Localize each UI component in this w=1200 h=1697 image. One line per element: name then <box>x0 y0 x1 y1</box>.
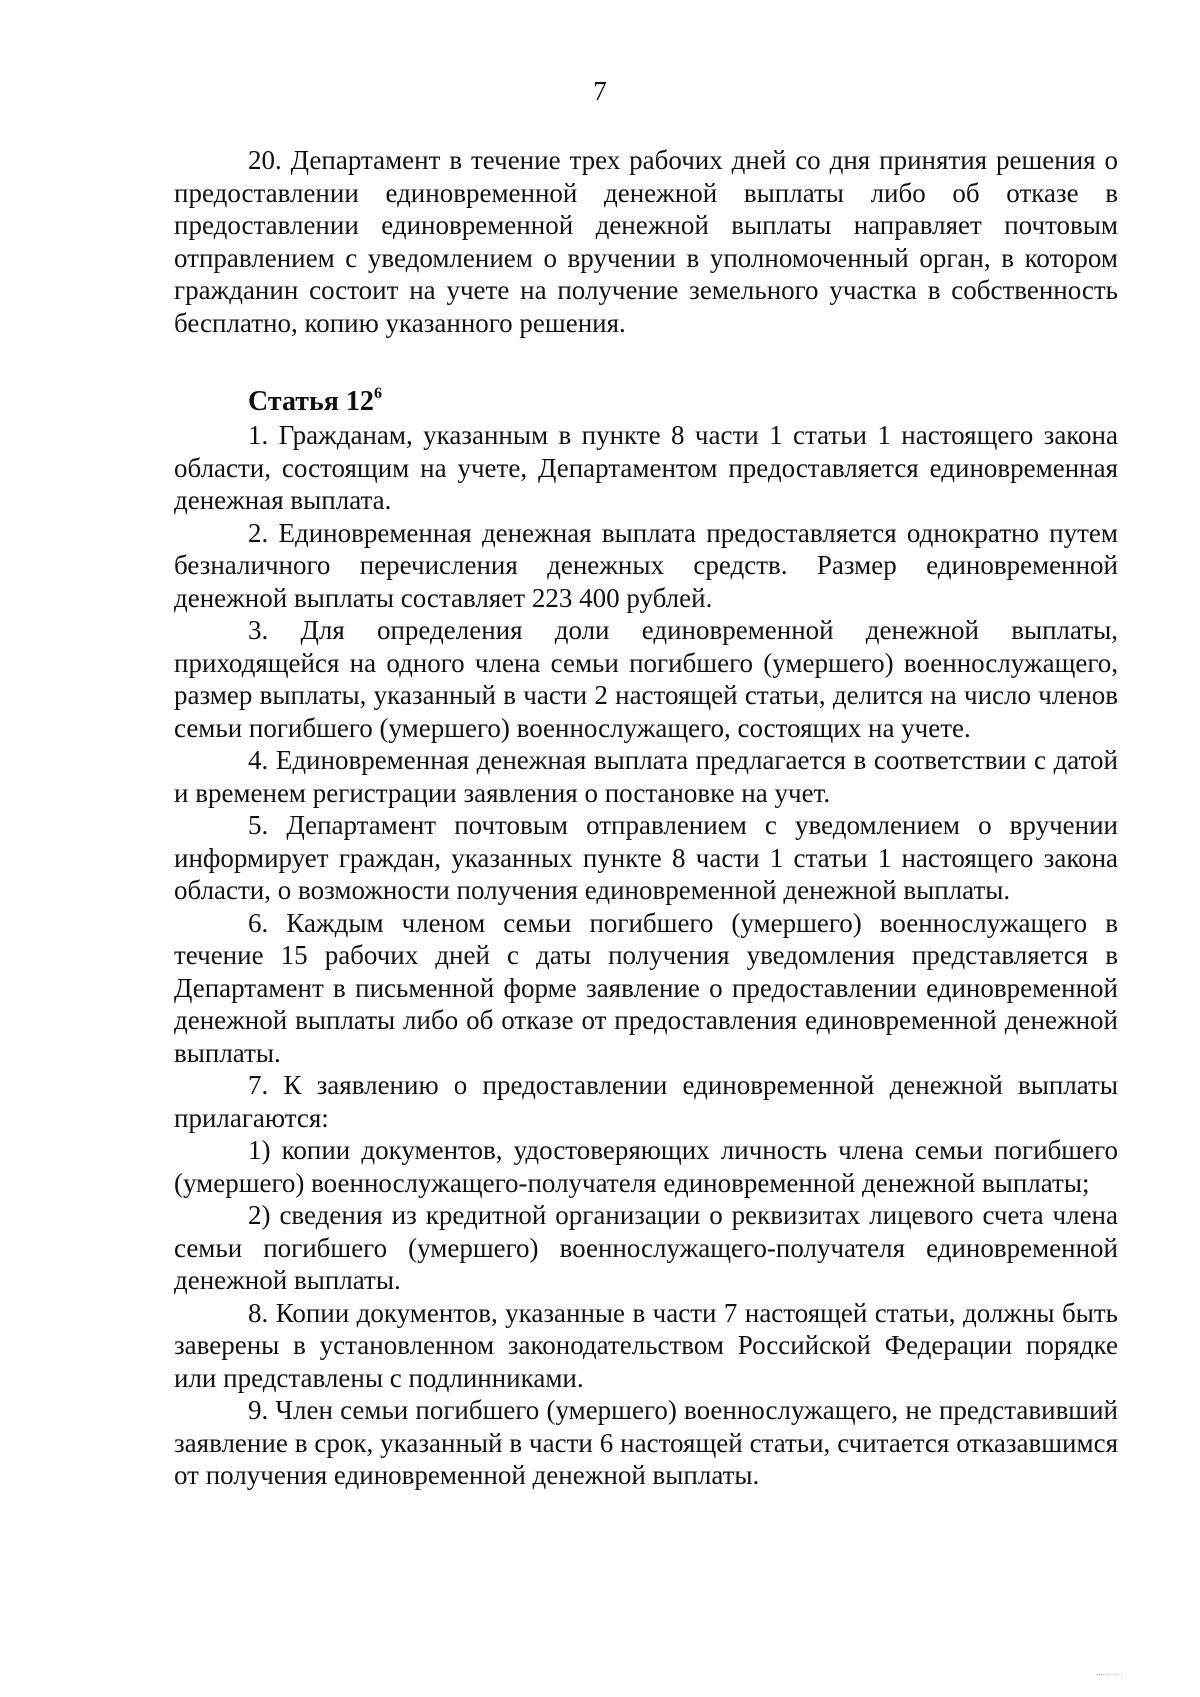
article-paragraph-5: 5. Департамент почтовым отправлением с уведомлением о вручении информирует граждан, указанных пункте 8 части 1 статьи 1 настоящего закона области, о возможности получения единовременной денежной выплаты. <box>174 810 1118 905</box>
document-body <box>174 144 1118 1492</box>
article-paragraph-7: 7. К заявлению о предоставлении единовременной денежной выплаты прилагаются: <box>174 1070 1118 1133</box>
article-paragraph-9: 9. Член семьи погибшего (умершего) военнослужащего, не представивший заявление в срок, указанный в части 6 настоящей статьи, считается отказавшимся от получения единовременной денежной выплаты. <box>174 1395 1118 1490</box>
scan-artifact <box>1096 1674 1122 1685</box>
article-paragraph-2: 2. Единовременная денежная выплата предоставляется однократно путем безналичного перечисления денежных средств. Размер единовременной денежной выплаты составляет 223 400 рублей. <box>174 517 1118 613</box>
article-subitem-1: 1) копии документов, удостоверяющих личность члена семьи погибшего (умершего) военнослужащего-получателя единовременной денежной выплаты; <box>174 1135 1118 1198</box>
article-title: Статья 12 <box>248 386 374 417</box>
article-paragraph-8: 8. Копии документов, указанные в части 7 настоящей статьи, должны быть заверены в установленном законодательством Российской Федерации порядке или представлены с подлинниками. <box>174 1297 1118 1393</box>
paragraph-20: 20. Департамент в течение трех рабочих дней со дня принятия решения о предоставлении единовременной денежной выплаты либо об отказе в предоставлении единовременной денежной выплаты направляет почтовым отправлением с уведомлением о вручении в уполномоченный орган, в котором гражданин состоит на учете на получение земельного участка в собственность бесплатно, копию указанного решения. <box>174 145 1118 338</box>
article-paragraph-3: 3. Для определения доли единовременной денежной выплаты, приходящейся на одного члена семьи погибшего (умершего) военнослужащего, размер выплаты, указанный в части 2 настоящей статьи, делится на число членов семьи погибшего (умершего) военнослужащего, состоящих на учете. <box>174 615 1118 743</box>
article-paragraph-4: 4. Единовременная денежная выплата предлагается в соответствии с датой и временем регистрации заявления о постановке на учет. <box>174 745 1118 808</box>
article-paragraph-6: 6. Каждым членом семьи погибшего (умершего) военнослужащего в течение 15 рабочих дней с даты получения уведомления представляется в Департамент в письменной форме заявление о предоставлении единовременной денежной выплаты либо об отказе от предоставления единовременной денежной выплаты. <box>174 907 1118 1068</box>
article-heading <box>174 385 1118 419</box>
article-title-superscript: 6 <box>373 384 382 402</box>
page-number: 7 <box>593 76 607 106</box>
article-paragraph-1: 1. Гражданам, указанным в пункте 8 части 1 статьи 1 настоящего закона области, состоящим на учете, Департаментом предоставляется единовременная денежная выплата. <box>174 420 1118 515</box>
article-subitem-2: 2) сведения из кредитной организации о реквизитах лицевого счета члена семьи погибшего (умершего) военнослужащего-получателя единовременной денежной выплаты. <box>174 1200 1118 1295</box>
